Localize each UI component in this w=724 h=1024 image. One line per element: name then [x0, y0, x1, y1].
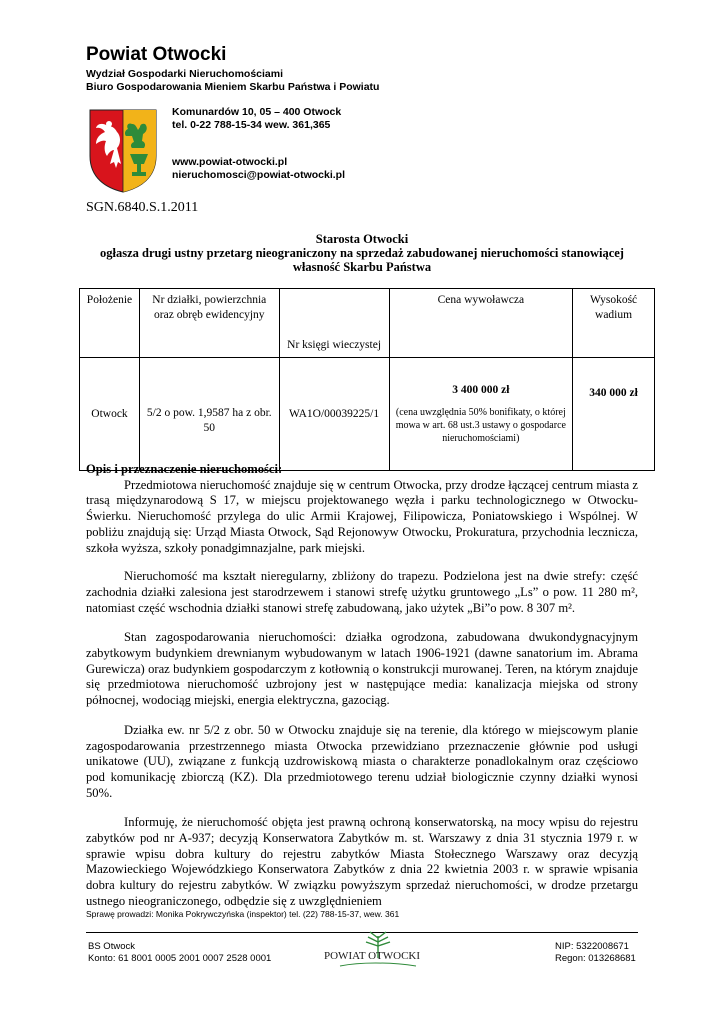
offer-table — [79, 288, 655, 471]
cell-deposit: 340 000 zł — [573, 358, 655, 471]
email-link[interactable]: nieruchomosci@powiat-otwocki.pl — [172, 169, 346, 181]
page-title: Powiat Otwocki — [86, 44, 227, 65]
website-link[interactable]: www.powiat-otwocki.pl — [172, 156, 288, 168]
header-location: Położenie — [80, 289, 140, 358]
header-parcel: Nr działki, powierzchnia oraz obręb ewidencyjny — [139, 289, 279, 358]
price-note: (cena uwzględnia 50% bonifikaty, o której mowa w art. 68 ust.3 ustawy o gospodarce nieruchomościami) — [395, 407, 566, 444]
bank-name: BS Otwock — [88, 941, 135, 952]
regon-number: Regon: 013268681 — [555, 953, 636, 964]
prepared-by: Sprawę prowadzi: Monika Pokrywczyńska (inspektor) tel. (22) 788-15-37, wew. 361 — [86, 909, 400, 919]
department-name: Wydział Gospodarki Nieruchomościami — [86, 68, 284, 80]
bureau-name: Biuro Gospodarowania Mieniem Skarbu Państwa i Powiatu — [86, 81, 380, 93]
description-paragraph: Działka ew. nr 5/2 z obr. 50 w Otwocku znajduje się na terenie, dla którego w miejscowym planie zagospodarowania przestrzennego miasta Otwocka przewidziano przeznaczenie głównie pod usługi unikatowe (UU), związane z funkcją uzdrowiskową miasta o charakterze ponadlokalnym oraz częściowo pod komunikację zbiorczą (KZ). Dla przedmiotowego terenu udział biologicznie czynny działki wynosi 50%. — [86, 722, 638, 800]
description-section — [86, 462, 638, 924]
description-paragraph: Stan zagospodarowania nieruchomości: działka ogrodzona, zabudowana dwukondygnacyjnym zabytkowym budynkiem drewnianym wybudowanym w latach 1906-1921 (dawne sanatorium im. Abrama Gurewicza) oraz budynkiem gospodarczym z kotłownią o konstrukcji murowanej. Teren, na którym znajduje się przedmiotowa nieruchomość uzbrojony jest w następujące media: kanalizacja miejska od strony północnej, wodociąg miejski, energia elektryczna, gazociąg. — [86, 630, 638, 708]
price-value: 3 400 000 zł — [452, 384, 510, 396]
phone: tel. 0-22 788-15-34 wew. 361,365 — [172, 119, 331, 131]
cell-price — [389, 358, 573, 471]
powiat-otwocki-logo — [320, 928, 436, 974]
cell-location: Otwock — [80, 358, 140, 471]
announcement-subject: ogłasza drugi ustny przetarg nieograniczony na sprzedaż zabudowanej nieruchomości stanowiącej — [100, 246, 624, 260]
cell-register: WA1O/00039225/1 — [279, 358, 389, 471]
header-register: Nr księgi wieczystej — [279, 289, 389, 358]
nip-number: NIP: 5322008671 — [555, 941, 629, 952]
bank-account: Konto: 61 8001 0005 2001 0007 2528 0001 — [88, 953, 272, 964]
header-price: Cena wywoławcza — [389, 289, 573, 358]
logo-text: POWIAT OTWOCKI — [324, 950, 421, 962]
cell-parcel: 5/2 o pow. 1,9587 ha z obr. 50 — [139, 358, 279, 471]
coat-of-arms-icon — [88, 108, 158, 194]
reference-number: SGN.6840.S.1.2011 — [86, 200, 199, 215]
header-deposit: Wysokość wadium — [573, 289, 655, 358]
description-paragraph: Przedmiotowa nieruchomość znajduje się w centrum Otwocka, przy drodze łączącej centrum miasta z trasą międzynarodową S 17, w miejscu projektowanego węzła i parku technologicznego w Otwocku-Świerku. Nieruchomość przylega do ulic Armii Krajowej, Filipowicza, Poniatowskiego i Wspólnej. W pobliżu znajdują się: Urząd Miasta Otwock, Sąd Rejonowyw Otwocku, Prokuratura, przychodnia lecznicza, szkoła wyższa, szkoły ponadgimnazjalne, park miejski. — [86, 477, 638, 555]
address: Komunardów 10, 05 – 400 Otwock — [172, 106, 342, 118]
description-paragraph: Nieruchomość ma kształt nieregularny, zbliżony do trapezu. Podzielona jest na dwie strefy: część zachodnia działki zalesiona jest starodrzewem i stanowi strefę użytku gruntowego „Ls” o pow. 11 280 m², natomiast część wschodnia działki stanowi strefę zabudowaną, jako użytek „Bi”o pow. 8 307 m². — [86, 569, 638, 615]
description-heading: Opis i przeznaczenie nieruchomości: — [86, 462, 283, 476]
announcement-issuer: Starosta Otwocki — [315, 232, 409, 246]
announcement-subject-cont: własność Skarbu Państwa — [292, 260, 432, 274]
description-paragraph: Informuję, że nieruchomość objęta jest prawną ochroną konserwatorską, na mocy wpisu do rejestru zabytków pod nr A-937; decyzją Konserwatora Zabytków m. st. Warszawy z dnia 31 stycznia 1979 r. w sprawie wpisu dobra kultury do rejestru zabytków Miasta Stołecznego Warszawy oraz decyzją Mazowieckiego Wojewódzkiego Konserwatora Zabytków z dnia 22 kwietnia 2003 r. w sprawie wpisania dobra kultury do rejestru zabytków. W związku powyższym sprzedaż nieruchomości, w drodze przetargu ustnego nieograniczonego, odbędzie się z uwzględnieniem — [86, 815, 638, 908]
